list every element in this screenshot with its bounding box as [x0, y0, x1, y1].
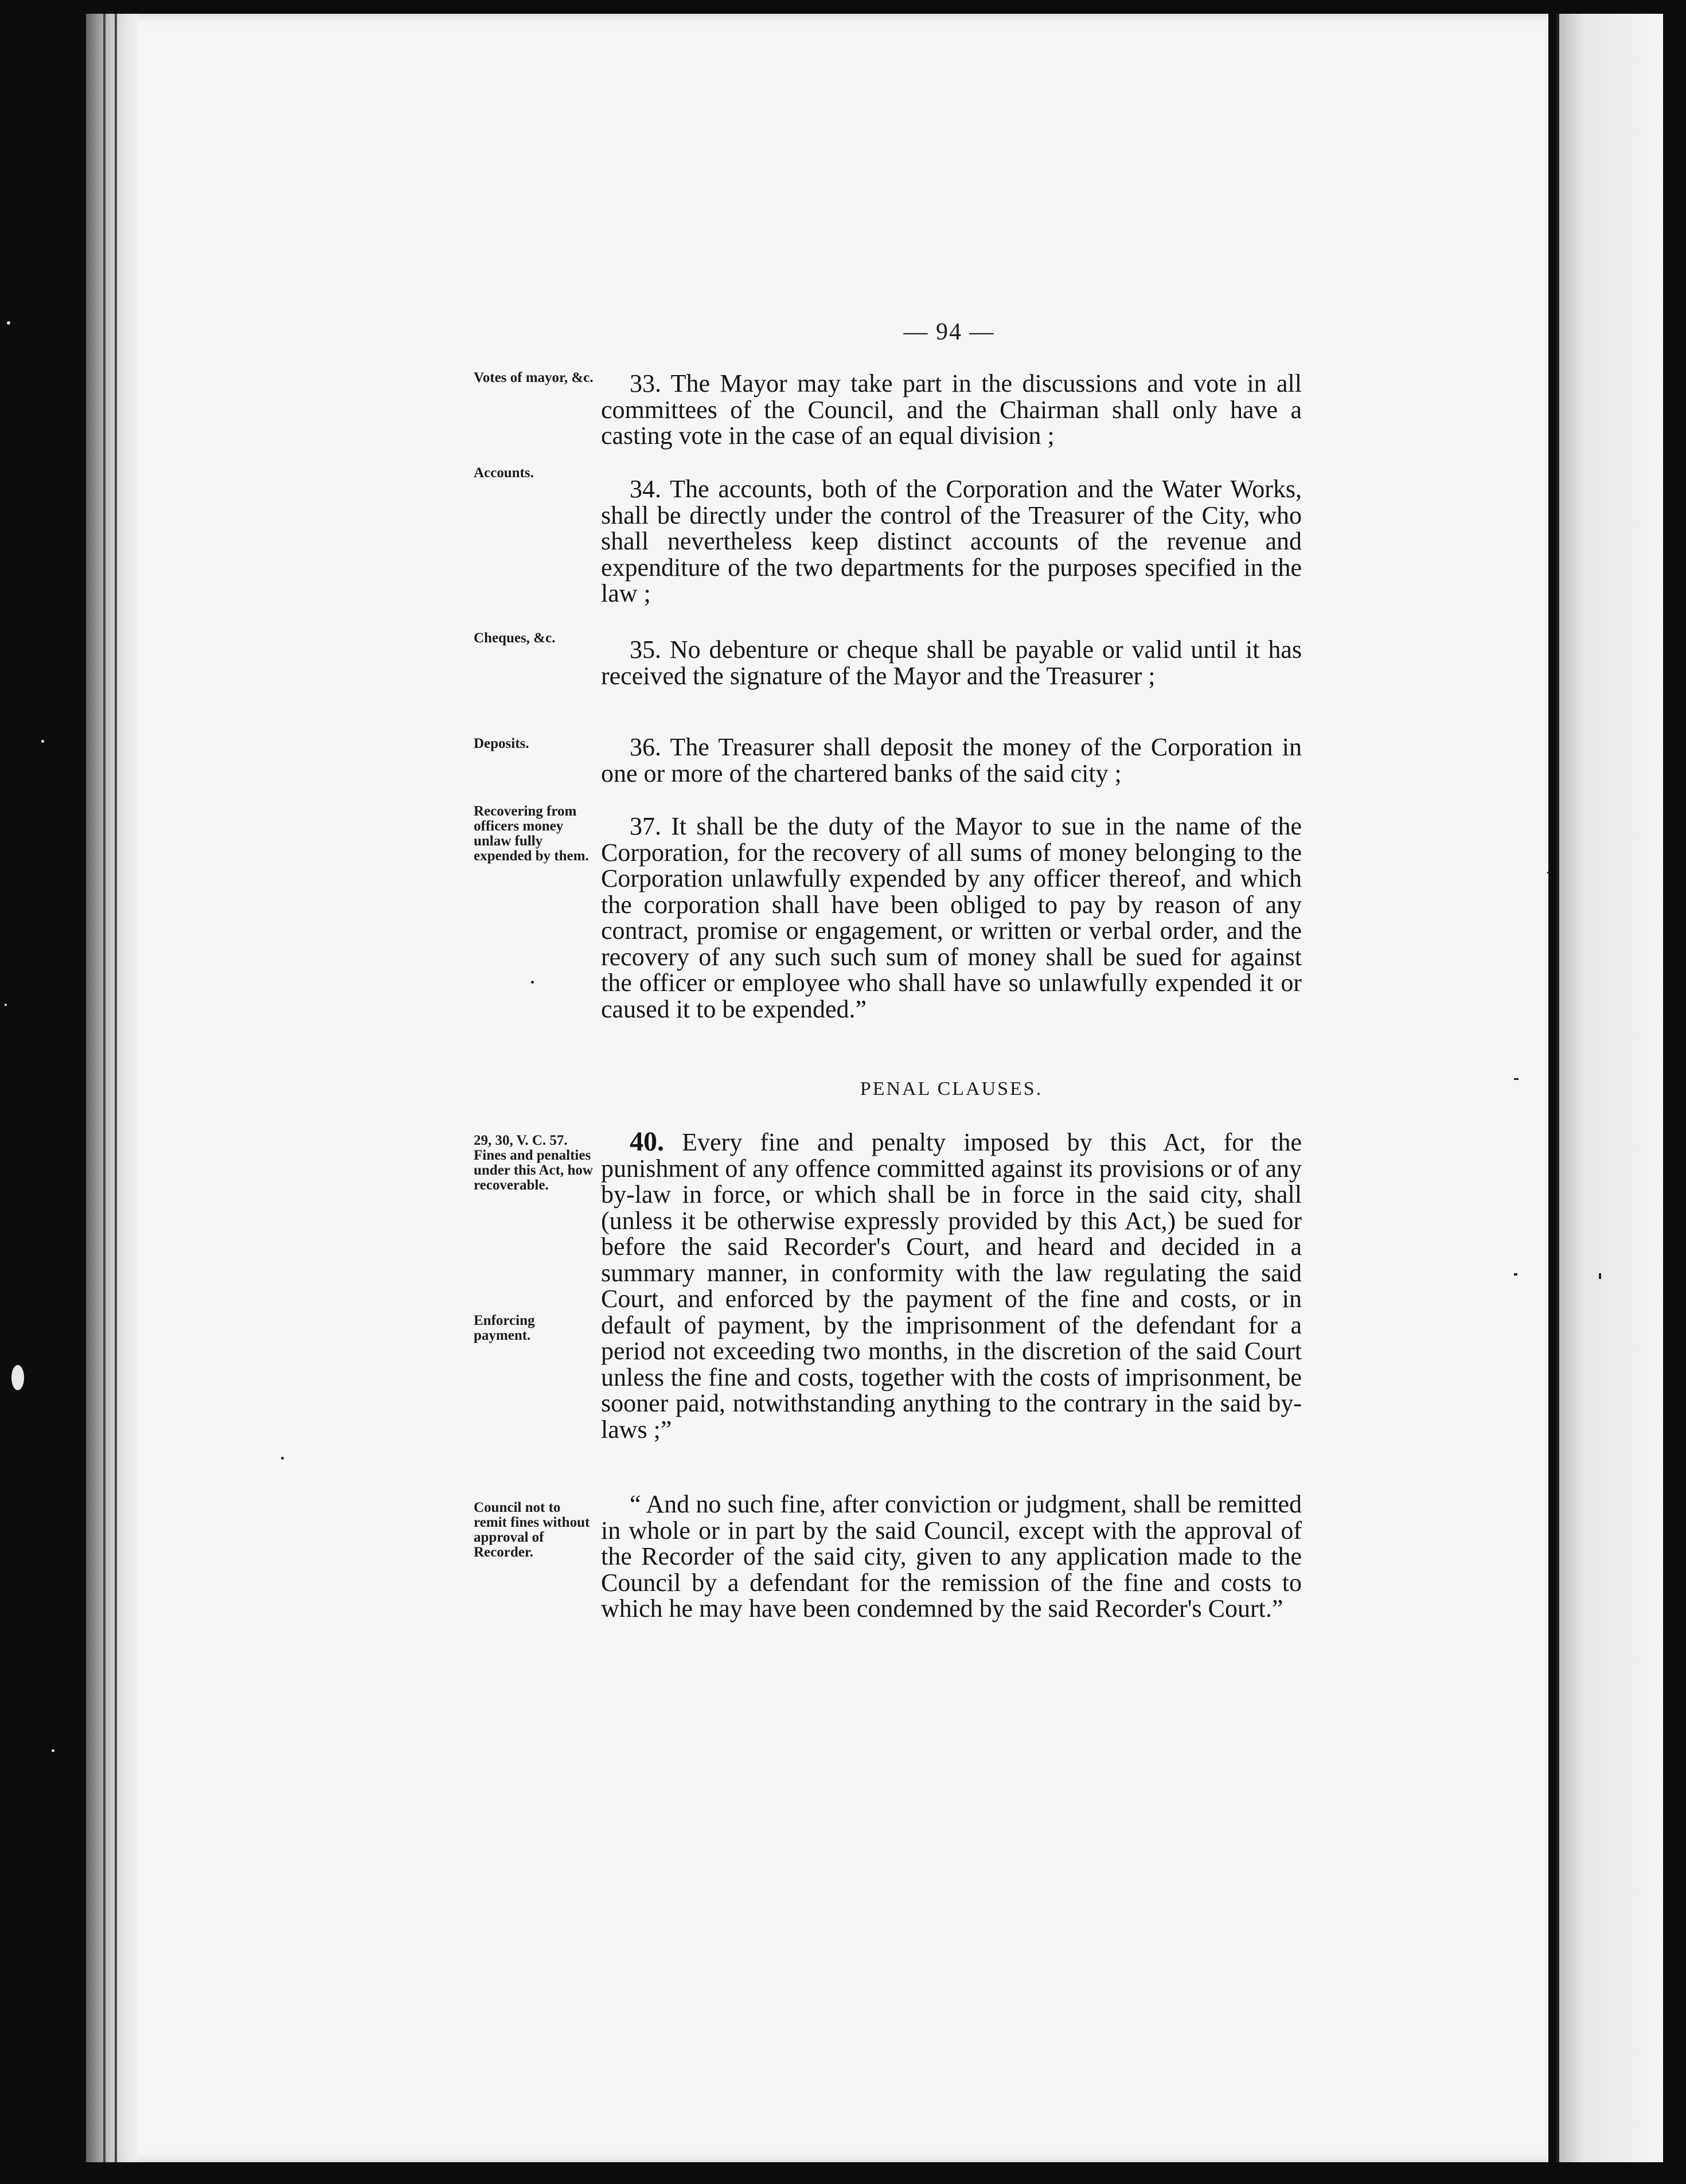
margin-note-statute: 29, 30, V. C. 57. Fines and penalties under this Act, how recoverable. — [474, 1133, 593, 1193]
section-36: 36. The Treasurer shall deposit the money of the Corporation in one or more of the chartered banks of the said city ; — [601, 733, 1302, 787]
margin-note-recovering: Recovering from officers money unlaw fully expended by them. — [474, 804, 589, 864]
section-40-number: 40. — [630, 1126, 664, 1157]
scan-speck — [5, 1004, 7, 1006]
margin-note-council: Council not to remit fines without approval of Recorder. — [474, 1500, 590, 1560]
stray-mark — [1547, 872, 1551, 873]
section-33: 33. The Mayor may take part in the discussions and vote in all committees of the Council, and the Chairman shall only have a casting vote in the case of an equal division ; — [601, 369, 1302, 450]
stray-mark — [1599, 1273, 1601, 1279]
scan-speck — [41, 740, 44, 743]
stray-mark — [1514, 1078, 1519, 1080]
margin-note-enforcing: Enforcing payment. — [474, 1313, 535, 1343]
section-34: 34. The accounts, both of the Corporation and the Water Works, shall be directly under the control of the Treasurer of the City, who shall nevertheless keep distinct accounts of the revenue and expenditure of the two departments for the purposes specified in the law ; — [601, 475, 1302, 607]
gutter-line — [103, 14, 106, 2162]
section-40-text: Every fine and penalty imposed by this Act, for the punishment of any offence committed against its provisions or of any by-law in force, or which shall be in force in the said city, shall (unless it be otherwise expressly provided by this Act,) be sued for before the said Recorder's Court, and heard and decided in a summary manner, in conformity with the law regulating the said Court, and enforced by the payment of the fine and costs, or in default of payment, by the imprisonment of the defendant for a period not exceeding two months, in the discretion of the said Court unless the fine and costs, together with the costs of imprisonment, be sooner paid, notwithstanding anything to the contrary in the said by-laws ;” — [601, 1128, 1302, 1444]
scan-speck — [11, 1365, 24, 1390]
penal-clauses-heading: PENAL CLAUSES. — [860, 1078, 1043, 1099]
margin-note-votes: Votes of mayor, &c. — [474, 370, 594, 385]
margin-note-cheques: Cheques, &c. — [474, 630, 556, 646]
page-number: — 94 — — [903, 319, 995, 345]
section-37: 37. It shall be the duty of the Mayor to sue in the name of the Corporation, for the recovery of all sums of money belonging to the Corporation unlawfully expended by any officer thereof, and which the corporation shall have been obliged to pay by reason of any contract, promise or engagement, or written or verbal order, and the recovery of any such such sum of money shall be sued for against the officer or employee who shall have so unlawfully expended it or caused it to be expended.” — [601, 812, 1302, 1023]
stray-mark — [531, 981, 534, 984]
section-40 — [601, 1126, 1302, 1444]
stray-mark — [1514, 1273, 1517, 1276]
scan-speck — [7, 321, 10, 325]
margin-note-deposits: Deposits. — [474, 736, 529, 751]
scan-speck — [52, 1749, 54, 1752]
section-35: 35. No debenture or cheque shall be payable or valid until it has received the signature of the Mayor and the Treasurer ; — [601, 635, 1302, 690]
page-fold-line — [1556, 14, 1559, 2162]
gutter-line — [115, 14, 117, 2162]
page-gutter — [86, 14, 138, 2162]
facing-page-edge — [1557, 14, 1663, 2162]
margin-note-accounts: Accounts. — [474, 465, 534, 481]
stray-mark — [281, 1457, 284, 1460]
section-40-continuation: “ And no such fine, after conviction or judgment, shall be remitted in whole or in part by the said Council, except with the approval of the Recorder of the said city, given to any application made to the Council by a defendant for the remission of the fine and costs to which he may have been condemned by the said Recorder's Court.” — [601, 1490, 1302, 1623]
